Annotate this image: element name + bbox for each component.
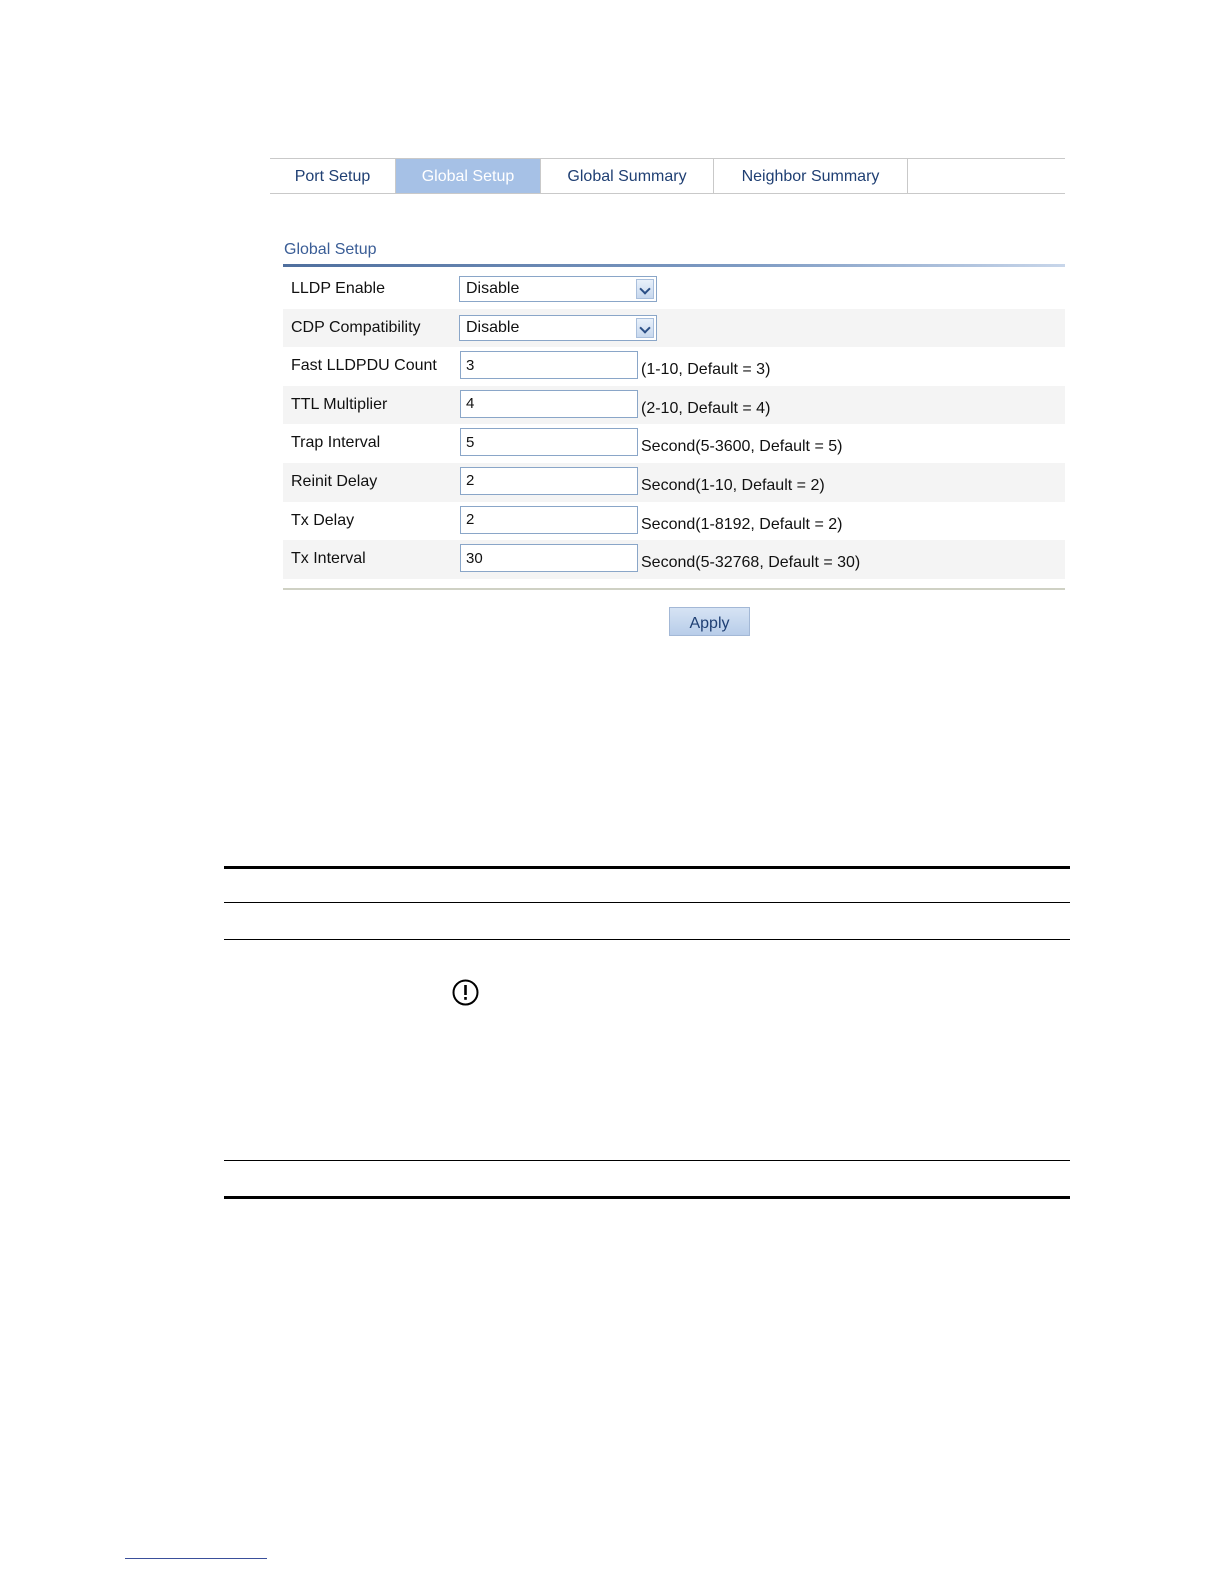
- row-tx-interval: [283, 540, 1065, 579]
- fast-lldpdu-count-hint: (1-10, Default = 3): [641, 361, 771, 379]
- lldp-enable-select[interactable]: [459, 276, 657, 302]
- tx-delay-hint: Second(1-8192, Default = 2): [641, 515, 843, 533]
- form-divider: [283, 588, 1065, 590]
- row-reinit-delay: [283, 463, 1065, 502]
- row-lldp-enable: [283, 270, 1065, 309]
- reinit-delay-hint: Second(1-10, Default = 2): [641, 476, 825, 494]
- table-row-rule: [224, 1160, 1070, 1161]
- fast-lldpdu-count-label: Fast LLDPDU Count: [291, 357, 437, 375]
- global-setup-form: [283, 270, 1065, 579]
- apply-button[interactable]: Apply: [669, 607, 750, 636]
- cdp-compatibility-select[interactable]: [459, 315, 657, 341]
- trap-interval-hint: Second(5-3600, Default = 5): [641, 438, 843, 456]
- footnote-rule: [125, 1558, 267, 1559]
- ttl-multiplier-input[interactable]: [460, 390, 638, 418]
- tx-delay-input[interactable]: [460, 506, 638, 534]
- reinit-delay-input[interactable]: [460, 467, 638, 495]
- table-header-rule: [224, 902, 1070, 903]
- tab-global-setup[interactable]: Global Setup: [396, 159, 541, 193]
- section-divider: [283, 264, 1065, 267]
- tx-interval-label: Tx Interval: [291, 550, 366, 568]
- reinit-delay-label: Reinit Delay: [291, 472, 378, 490]
- trap-interval-input[interactable]: [460, 428, 638, 456]
- row-fast-lldpdu-count: [283, 347, 1065, 386]
- cdp-compatibility-label: CDP Compatibility: [291, 318, 421, 336]
- row-cdp-compatibility: [283, 309, 1065, 348]
- ttl-multiplier-label: TTL Multiplier: [291, 395, 388, 413]
- section-title: Global Setup: [284, 241, 377, 258]
- tab-global-summary[interactable]: Global Summary: [541, 159, 714, 193]
- tx-delay-label: Tx Delay: [291, 511, 355, 529]
- lldp-enable-label: LLDP Enable: [291, 280, 385, 297]
- row-tx-delay: [283, 502, 1065, 541]
- tab-port-setup[interactable]: Port Setup: [270, 159, 396, 193]
- trap-interval-label: Trap Interval: [291, 434, 381, 452]
- chevron-down-icon[interactable]: [636, 279, 654, 299]
- cdp-compatibility-value: Disable: [466, 318, 520, 336]
- chevron-down-icon[interactable]: [636, 318, 654, 338]
- lldp-enable-value: Disable: [466, 280, 520, 297]
- tab-neighbor-summary[interactable]: Neighbor Summary: [714, 159, 908, 193]
- tx-interval-input[interactable]: [460, 544, 638, 572]
- ttl-multiplier-hint: (2-10, Default = 4): [641, 399, 771, 417]
- tx-interval-hint: Second(5-32768, Default = 30): [641, 554, 861, 572]
- table-top-rule: [224, 866, 1070, 869]
- exclamation-circle-icon: [452, 979, 479, 1006]
- tab-bar: [270, 158, 1065, 194]
- row-trap-interval: [283, 424, 1065, 463]
- row-ttl-multiplier: [283, 386, 1065, 425]
- table-bottom-rule: [224, 1196, 1070, 1199]
- fast-lldpdu-count-input[interactable]: [460, 351, 638, 379]
- table-row-rule: [224, 939, 1070, 940]
